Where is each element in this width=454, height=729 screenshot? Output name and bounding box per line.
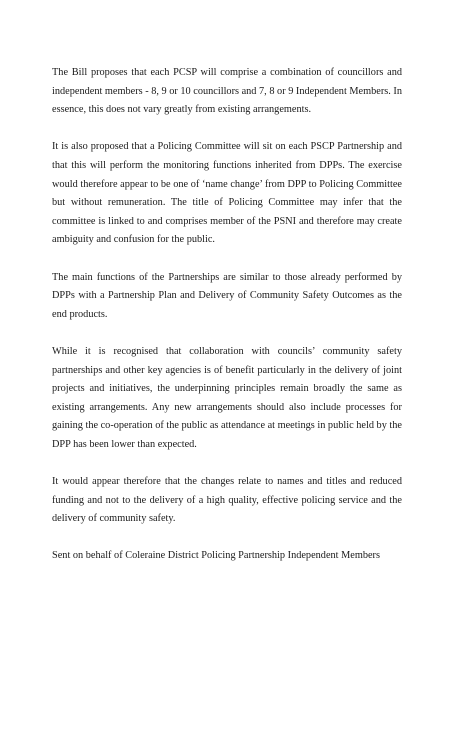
paragraph-composition: The Bill proposes that each PCSP will comprise a combination of councillors and independent members - 8, 9 or 10 councillors and 7, 8 or 9 Independent Members. In essence, this does not vary greatly from existing arrangements. <box>52 67 403 116</box>
paragraph-policing-committee: It is also proposed that a Policing Committee will sit on each PSCP Partnership and that this will perform the monitoring functions inherited from DPPs. The exercise would therefore appear to be one of ‘name change’ from DPP to Policing Committee but without remuneration. The title of Policing Committee may infer that the committee is linked to and comprises member of the PSNI and therefore may create ambiguity and confusion for the public. <box>52 141 402 246</box>
document-body <box>52 64 402 566</box>
paragraph-collaboration: While it is recognised that collaboration with councils’ community safety partnerships and other key agencies is of benefit particularly in the delivery of joint projects and initiatives, the underpinning principles remain broadly the same as existing arrangements. Any new arrangements should also include processes for gaining the co-operation of the public as attendance at meetings in public held by the DPP has been lower than expected. <box>52 345 402 450</box>
signoff-line: Sent on behalf of Coleraine District Policing Partnership Independent Members <box>52 550 380 562</box>
paragraph-conclusion: It would appear therefore that the changes relate to names and titles and reduced funding and not to the delivery of a high quality, effective policing service and the delivery of community safety. <box>52 476 402 525</box>
paragraph-main-functions: The main functions of the Partnerships are similar to those already performed by DPPs with a Partnership Plan and Delivery of Community Safety Outcomes as the end products. <box>52 271 402 320</box>
